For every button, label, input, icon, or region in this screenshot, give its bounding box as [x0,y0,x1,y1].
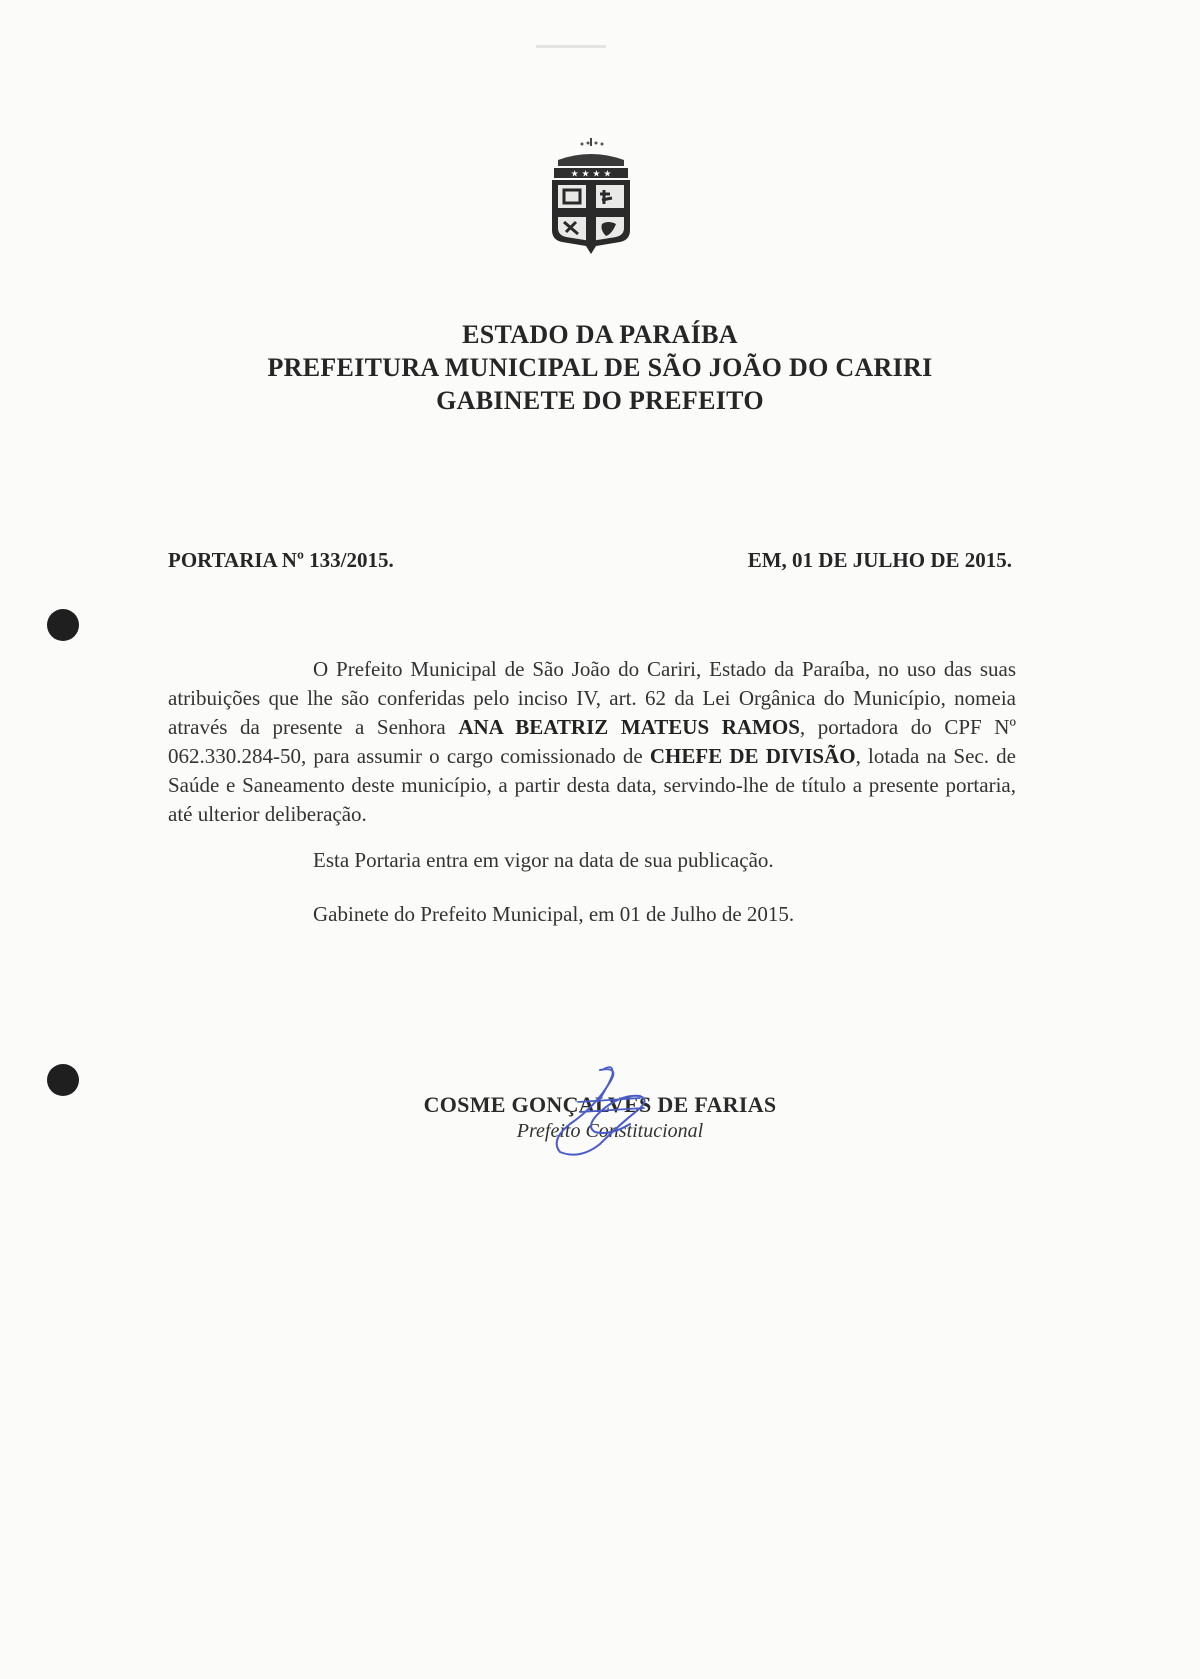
portaria-number: PORTARIA Nº 133/2015. [168,548,394,572]
effective-paragraph: Esta Portaria entra em vigor na data de sua publicação. [313,848,774,872]
header-state: ESTADO DA PARAÍBA [462,320,738,349]
municipal-coat-of-arms-icon [546,138,636,258]
paragraph-text: , lotada na Sec. de Saúde e Saneamento deste município, a partir desta data, servindo-lhe de título a presente portaria, até ulterior deliberação. [168,744,1016,826]
closing-paragraph: Gabinete do Prefeito Municipal, em 01 de Julho de 2015. [313,902,795,926]
handwritten-signature-icon [540,1062,670,1162]
paragraph-text: , portadora do CPF Nº 062.330.284-50, para assumir o cargo comissionado de [168,715,1016,768]
portaria-date: EM, 01 DE JULHO DE 2015. [747,548,1012,572]
header-office: GABINETE DO PREFEITO [436,386,764,415]
position-title: CHEFE DE DIVISÃO [649,744,856,768]
svg-text:★ ★ ★ ★: ★ ★ ★ ★ [570,169,612,180]
scan-artifact [536,45,606,48]
paragraph-text: O Prefeito Municipal de São João do Cariri, Estado da Paraíba, no uso das suas atribuições que lhe são conferidas pelo inciso IV, art. 62 da Lei Orgânica do Município, nomeia através da presente a Senhora [168,657,1016,739]
signer-name: COSME GONÇALVES DE FARIAS [423,1092,777,1117]
main-paragraph [168,655,1016,829]
punch-hole-upper [47,609,79,641]
document-header [0,318,1200,417]
appointee-name: ANA BEATRIZ MATEUS RAMOS [458,715,800,739]
signer-title: Prefeito Constitucional [516,1120,704,1142]
header-municipality: PREFEITURA MUNICIPAL DE SÃO JOÃO DO CARIRI [267,353,933,382]
